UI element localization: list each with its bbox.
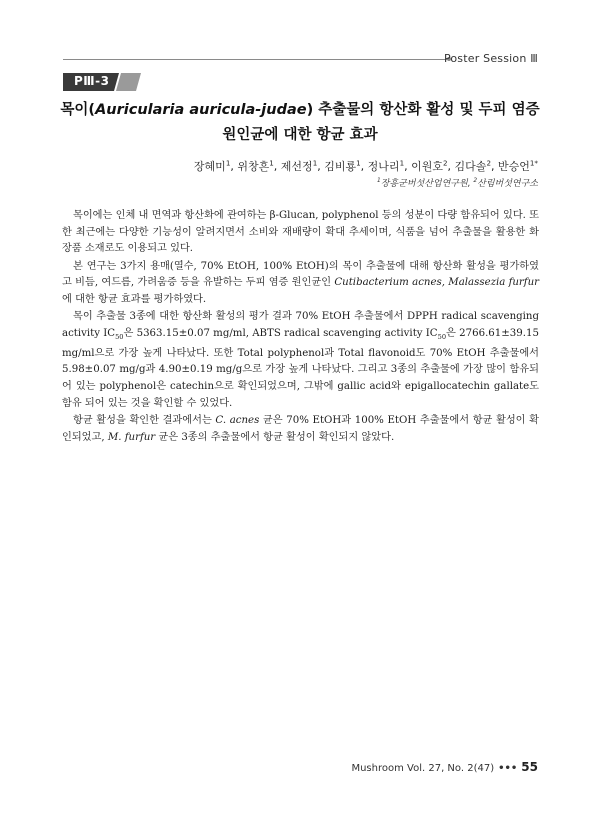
abstract-paragraph-3: 목이 추출물 3종에 대한 항산화 활성의 평가 결과 70% EtOH 추출물에서 DPPH radical scavenging activity $IC_{50}$은 5363.15±0.07 mg/ml, ABTS radical scavenging activity $IC_{50}$은 2766.61±39.15 mg/ml으로 가장 높게 나타났다. 또한 Total polyphenol과 Total flavonoid도 70% EtOH 추출물에서 5.98±0.07 mg/g과 4.90±0.19 mg/g으로 가장 높게 나타났다. 그리고 3종의 추출물에 가장 많이 함유되어 있는 polyphenol은 catechin으로 확인되었으며, 그밖에 gallic acid와 epigallocatechin gallate도 함유 되어 있는 것을 확인할 수 있었다. (62, 311, 539, 409)
title-suffix: ) 추출물의 항산화 활성 및 두피 염증 (306, 102, 540, 118)
author: 제선정$^1$ (280, 158, 318, 173)
affiliations: $^1$장흥군버섯산업연구원, $^2$산림버섯연구소 (377, 178, 538, 189)
title-prefix: 목이( (60, 102, 96, 118)
author-list: 장혜미$^1$, 위창흔$^1$, 제선정$^1$, 김비룡$^1$, 정나리$^1$, 이원호$^2$, 김다솔$^2$, 반승언$^{1*}$ (193, 158, 538, 173)
title-line-1 (60, 98, 540, 123)
header-rule (63, 59, 448, 60)
title-line-2: 원인균에 대한 항균 효과 (222, 127, 378, 143)
footer-dots: ••• (498, 763, 518, 774)
author: 장혜미$^1$ (193, 158, 231, 173)
abstract-paragraph-1: 목이에는 인체 내 면역과 항산화에 관여하는 β-Glucan, polyphenol 등의 성분이 다량 함유되어 있다. 또한 최근에는 다양한 기능성이 알려지면서 소비와 재배량이 확대 추세이며, 식품을 넘어 추출물을 활용한 화장품 소재로도 이용되고 있다. (62, 210, 539, 255)
author: 위창흔$^1$ (237, 158, 274, 173)
affiliation: $^1$장흥군버섯산업연구원 (377, 178, 468, 189)
author: 김비룡$^1$ (324, 158, 361, 173)
abstract-body (62, 208, 539, 446)
author: 반승언$^{1*}$ (497, 158, 538, 173)
poster-id-badge (63, 73, 141, 91)
paper-title (60, 98, 540, 148)
author: 이원호$^2$ (411, 158, 448, 173)
journal-citation: Mushroom Vol. 27, No. 2(47) (351, 763, 495, 774)
section-header: Poster Session Ⅲ (443, 52, 538, 65)
author: 정나리$^1$ (367, 158, 405, 173)
page-number: 55 (521, 760, 538, 774)
affiliation: $^2$산림버섯연구소 (473, 178, 538, 189)
abstract-paragraph-2: 본 연구는 3가지 용매(열수, 70% EtOH, 100% EtOH)의 목이 추출물에 대해 항산화 활성을 평가하였고 비듬, 여드름, 가려움증 등을 유발하는 두피 염증 원인균인 Cutibacterium acnes, Malassezia furfur에 대한 항균 효과를 평가하였다. (62, 260, 539, 306)
poster-id-label: PⅢ-3 (74, 74, 110, 88)
page-footer (351, 760, 538, 774)
title-scientific-name: Auricularia auricula-judae (95, 102, 307, 118)
author: 김다솔$^2$ (454, 158, 491, 173)
abstract-paragraph-4: 항균 활성을 확인한 결과에서는 C. acnes 균은 70% EtOH과 100% EtOH 추출물에서 항균 활성이 확인되었고, M. furfur 균은 3종의 추출물에서 항균 활성이 확인되지 않았다. (62, 414, 539, 443)
